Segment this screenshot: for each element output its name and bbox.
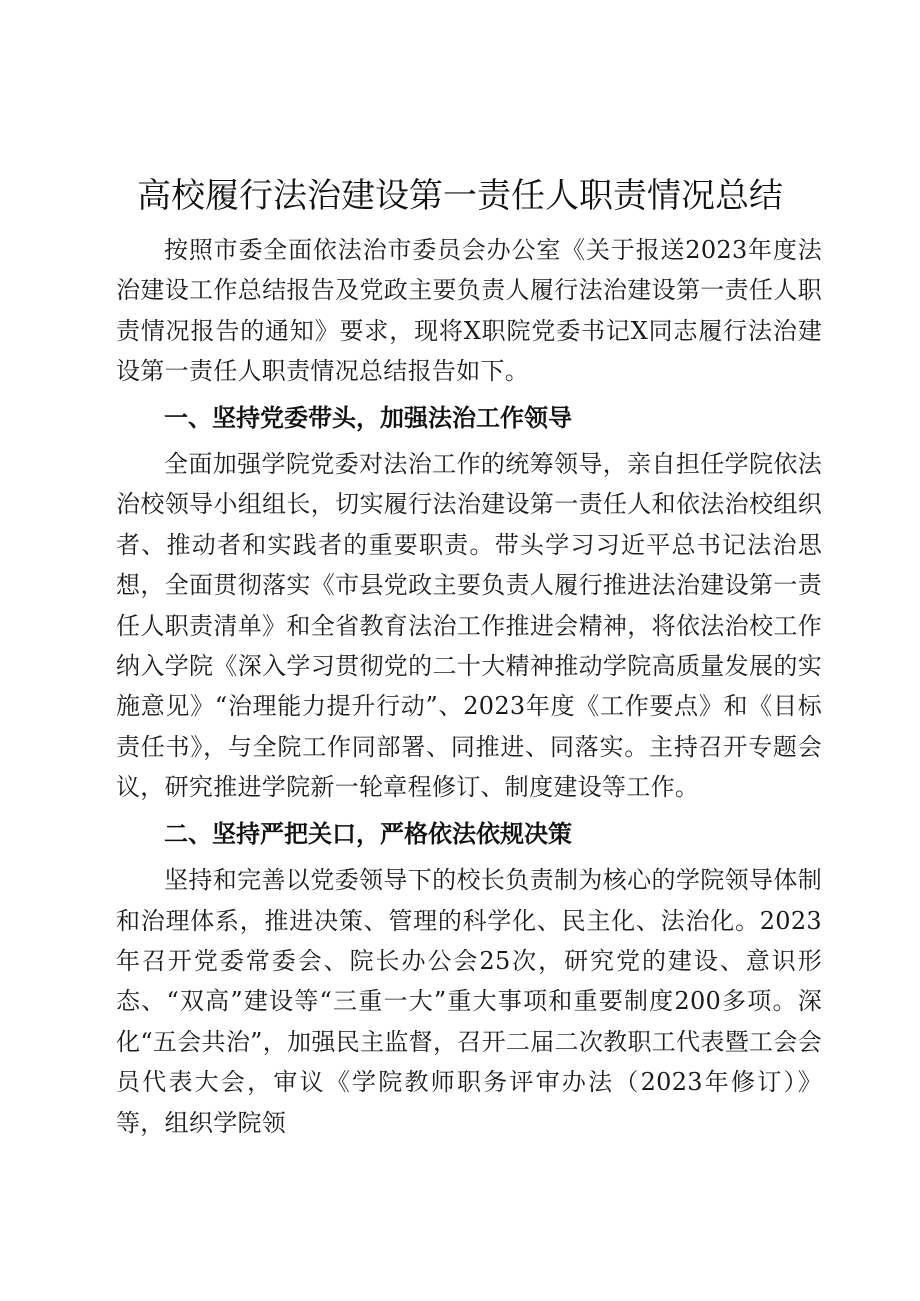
document-title: 高校履行法治建设第一责任人职责情况总结 [137,176,783,216]
intro-paragraph: 按照市委全面依法治市委员会办公室《关于报送2023年度法治建设工作总结报告及党政主要负责人履行法治建设第一责任人职责情况报告的通知》要求，现将X职院党委书记X同志履行法治建设第一责任人职责情况总结报告如下。 [116,236,822,386]
document-body [116,230,822,1143]
section-paragraph-2: 坚持和完善以党委领导下的校长负责制为核心的学院领导体制和治理体系，推进决策、管理的科学化、民主化、法治化。2023年召开党委常委会、院长办公会25次，研究党的建设、意识形态、“双高”建设等“三重一大”重大事项和重要制度200多项。深化“五会共治”，加强民主监督，召开二届二次教职工代表暨工会会员代表大会，审议《学院教师职务评审办法（2023年修订）》等，组织学院领 [116,866,822,1137]
section-heading-1: 一、坚持党委带头，加强法治工作领导 [164,403,572,432]
section-paragraph-1: 全面加强学院党委对法治工作的统筹领导，亲自担任学院依法治校领导小组组长，切实履行法治建设第一责任人和依法治校组织者、推动者和实践者的重要职责。带头学习习近平总书记法治思想，全面贯彻落实《市县党政主要负责人履行推进法治建设第一责任人职责清单》和全省教育法治工作推进会精神，将依法治校工作纳入学院《深入学习贯彻党的二十大精神推动学院高质量发展的实施意见》“治理能力提升行动”、2023年度《工作要点》和《目标责任书》，与全院工作同部署、同推进、同落实。主持召开专题会议，研究推进学院新一轮章程修订、制度建设等工作。 [116,450,822,802]
section-heading-2: 二、坚持严把关口，严格依法依规决策 [164,819,572,848]
